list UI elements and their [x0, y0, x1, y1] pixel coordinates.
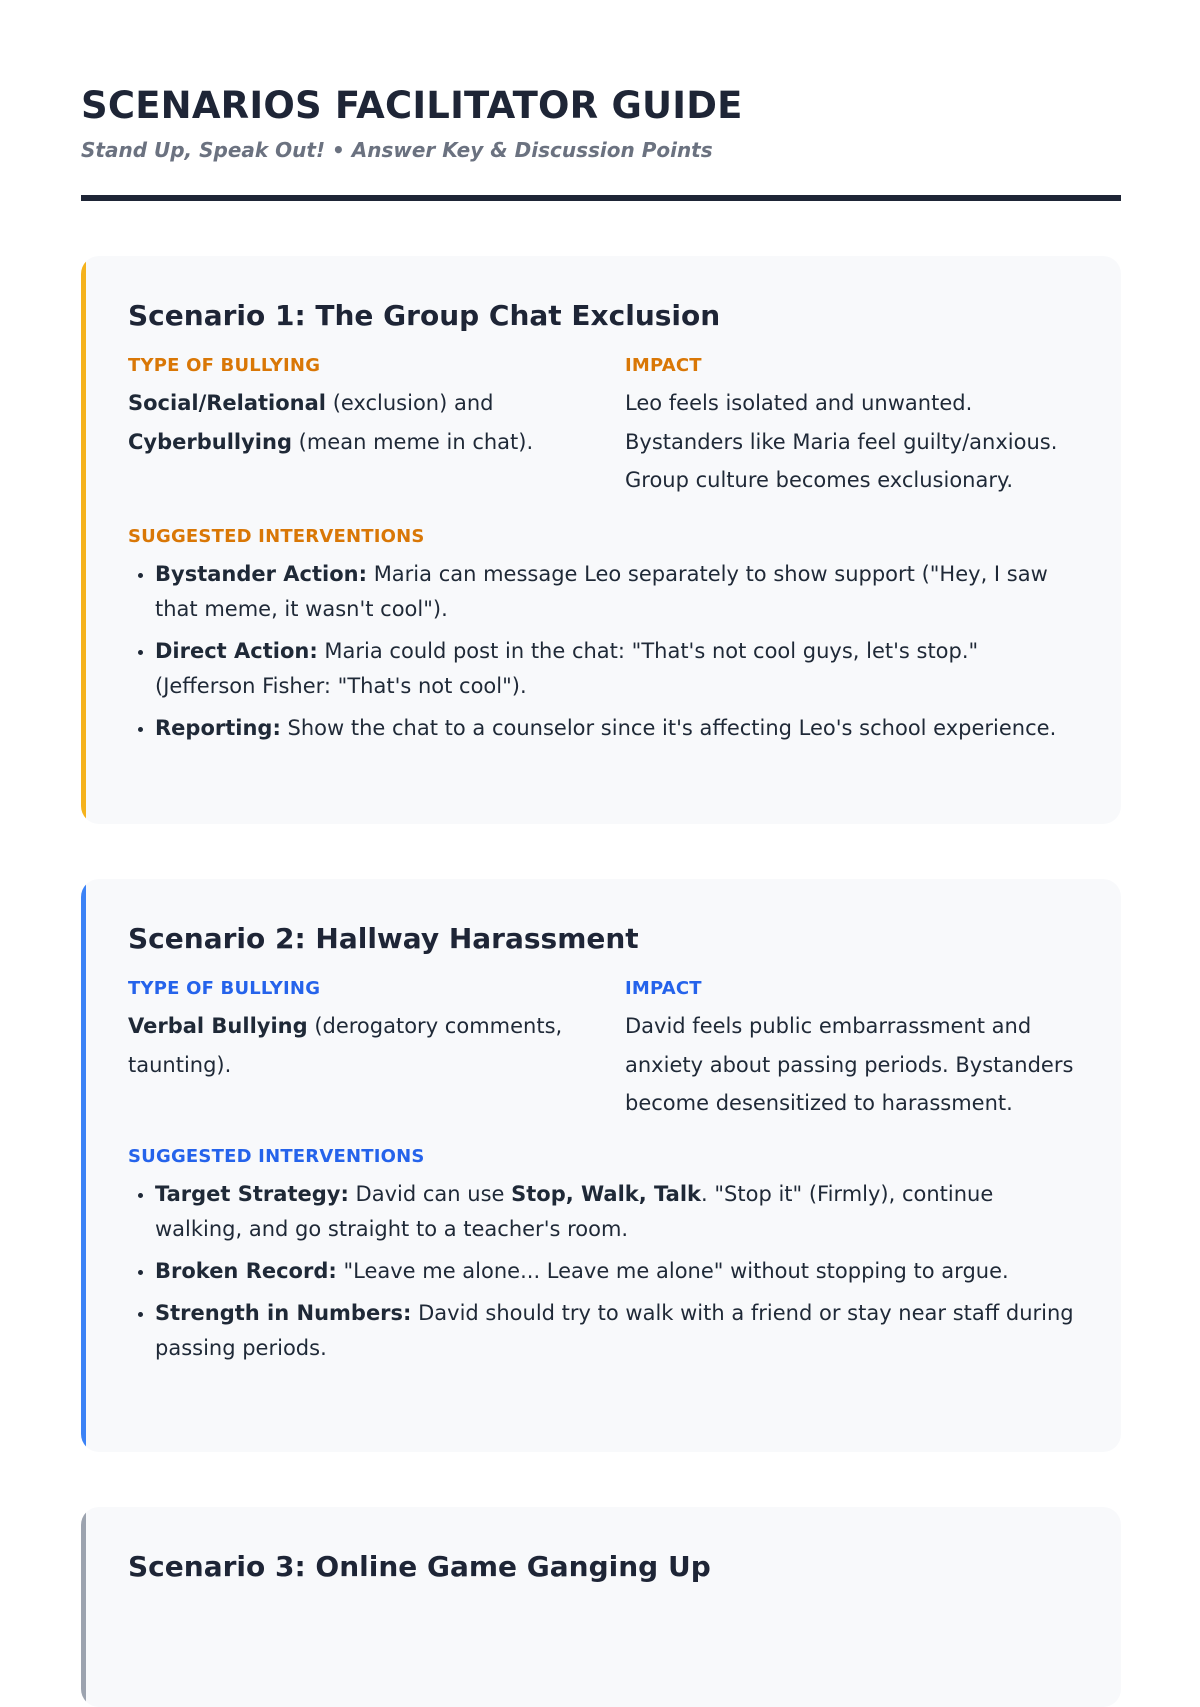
- scenario-card-2: [81, 879, 1121, 1452]
- interventions-label: SUGGESTED INTERVENTIONS: [128, 1145, 425, 1167]
- impact-label: IMPACT: [625, 977, 702, 999]
- intervention-item: [155, 1254, 1081, 1289]
- type-term: Verbal Bullying: [128, 1014, 308, 1039]
- impact-text: Leo feels isolated and unwanted. Bystanders like Maria feel guilty/anxious. Group culture becomes exclusionary.: [625, 391, 1058, 493]
- intervention-item: [155, 634, 1081, 704]
- interventions-list: [128, 1177, 1081, 1366]
- impact-text: David feels public embarrassment and anxiety about passing periods. Bystanders become desensitized to harassment.: [625, 1014, 1074, 1116]
- intervention-text: David should try to walk with a friend or stay near staff during passing periods.: [155, 1301, 1074, 1361]
- intervention-item: [155, 1177, 1081, 1247]
- type-of-bullying-label: TYPE OF BULLYING: [128, 354, 321, 376]
- type-term: Social/Relational: [128, 391, 327, 416]
- impact-section: [625, 978, 1081, 1123]
- intervention-text: Show the chat to a counselor since it's affecting Leo's school experience.: [280, 716, 1057, 741]
- impact-label: IMPACT: [625, 354, 702, 376]
- intervention-text: "Leave me alone... Leave me alone" without stopping to argue.: [336, 1259, 1009, 1284]
- intervention-lead: Broken Record:: [155, 1259, 337, 1284]
- title-divider: [81, 195, 1121, 201]
- type-of-bullying-section: [128, 978, 625, 1123]
- scenario-details: [128, 978, 1081, 1123]
- intervention-text: David can use: [348, 1182, 512, 1207]
- type-detail: (derogatory comments, taunting).: [128, 1014, 563, 1077]
- type-of-bullying-text: [128, 1007, 625, 1084]
- type-term: Cyberbullying: [128, 429, 292, 454]
- intervention-lead: Bystander Action:: [155, 562, 368, 587]
- type-detail: (exclusion) and: [326, 391, 494, 416]
- intervention-lead: Reporting:: [155, 716, 281, 741]
- intervention-text: Maria could post in the chat: "That's not cool guys, let's stop." (Jefferson Fisher: "That's not cool").: [155, 639, 979, 699]
- intervention-item: [155, 1296, 1081, 1366]
- intervention-text: Maria can message Leo separately to show support ("Hey, I saw that meme, it wasn't cool").: [155, 562, 1048, 622]
- intervention-lead: Strength in Numbers:: [155, 1301, 412, 1326]
- type-of-bullying-section: [128, 355, 625, 500]
- scenario-title: Scenario 3: Online Game Ganging Up: [128, 1550, 711, 1583]
- scenario-title: Scenario 2: Hallway Harassment: [128, 922, 639, 955]
- type-of-bullying-label: TYPE OF BULLYING: [128, 977, 321, 999]
- impact-section: [625, 355, 1081, 500]
- page-subtitle: Stand Up, Speak Out! • Answer Key & Discussion Points: [81, 138, 713, 162]
- intervention-lead: Target Strategy:: [155, 1182, 349, 1207]
- type-detail: (mean meme in chat).: [291, 429, 534, 454]
- intervention-text: . "Stop it" (Firmly), continue walking, and go straight to a teacher's room.: [155, 1182, 994, 1242]
- interventions-label: SUGGESTED INTERVENTIONS: [128, 525, 425, 547]
- type-of-bullying-text: [128, 384, 625, 461]
- scenario-card-3: [81, 1507, 1121, 1707]
- scenario-title: Scenario 1: The Group Chat Exclusion: [128, 299, 721, 332]
- strategy-name: Stop, Walk, Talk: [511, 1182, 702, 1207]
- intervention-item: [155, 711, 1081, 746]
- scenario-details: [128, 355, 1081, 500]
- interventions-list: [128, 557, 1081, 746]
- intervention-lead: Direct Action:: [155, 639, 318, 664]
- intervention-item: [155, 557, 1081, 627]
- page-title: SCENARIOS FACILITATOR GUIDE: [81, 84, 743, 127]
- scenario-card-1: [81, 256, 1121, 824]
